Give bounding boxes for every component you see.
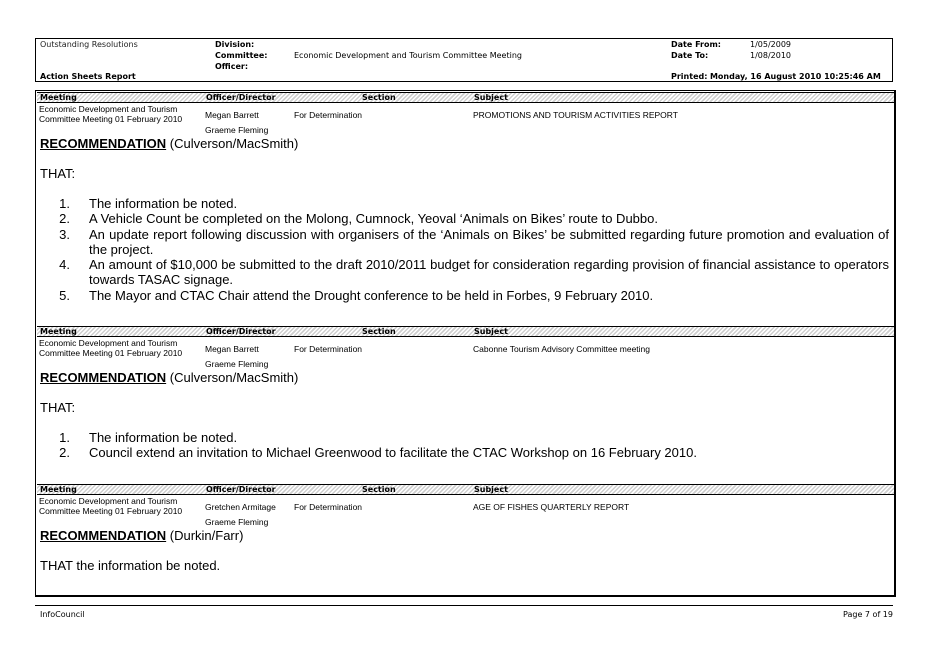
col-meeting: Meeting xyxy=(40,485,77,494)
list-item xyxy=(40,211,890,226)
col-section: Section xyxy=(362,485,396,494)
section-value: For Determination xyxy=(294,344,363,354)
col-subject: Subject xyxy=(474,485,508,494)
item-number: 4. xyxy=(59,257,70,272)
list-item xyxy=(40,430,890,445)
col-meeting: Meeting xyxy=(40,327,77,336)
column-header-row xyxy=(37,92,894,103)
action-sheets-label: Action Sheets Report xyxy=(40,72,136,81)
meeting-name: Economic Development and Tourism xyxy=(39,104,178,114)
date-to-label: Date To: xyxy=(671,51,709,60)
meeting-name: Economic Development and Tourism xyxy=(39,338,178,348)
recommendation-heading xyxy=(40,136,298,151)
item-text: The information be noted. xyxy=(89,430,238,445)
recommendation-movers: (Culverson/MacSmith) xyxy=(166,136,299,151)
item-text: An update report following discussion with organisers of the ‘Animals on Bikes’ be submitted regarding future promotion and evaluation of the project. xyxy=(89,227,889,257)
item-text: A Vehicle Count be completed on the Molong, Cumnock, Yeoval ‘Animals on Bikes’ route to Dubbo. xyxy=(89,211,658,226)
recommendation-heading xyxy=(40,370,298,385)
item-number: 2. xyxy=(59,445,70,460)
item-text: The Mayor and CTAC Chair attend the Drought conference to be held in Forbes, 9 February 2010. xyxy=(89,288,654,303)
subject-value: PROMOTIONS AND TOURISM ACTIVITIES REPORT xyxy=(473,110,678,120)
col-meeting: Meeting xyxy=(40,93,77,102)
date-from-value: 1/05/2009 xyxy=(750,40,792,49)
list-item xyxy=(40,227,890,257)
list-item xyxy=(40,196,890,211)
director-name: Graeme Fleming xyxy=(205,125,269,135)
that-label: THAT the information be noted. xyxy=(40,558,221,573)
director-name: Graeme Fleming xyxy=(205,359,269,369)
report-name: Outstanding Resolutions xyxy=(40,40,138,49)
footer-divider xyxy=(35,605,893,606)
col-subject: Subject xyxy=(474,327,508,336)
recommendation-movers: (Durkin/Farr) xyxy=(166,528,244,543)
resolutions-table xyxy=(35,90,896,597)
committee-value: Economic Development and Tourism Committee Meeting xyxy=(294,51,522,60)
officer-name: Megan Barrett xyxy=(205,344,259,354)
column-header-row xyxy=(37,326,894,337)
list-item xyxy=(40,257,890,287)
recommendation-label: RECOMMENDATION xyxy=(40,370,167,385)
printed-stamp xyxy=(671,72,881,82)
page-number: Page 7 of 19 xyxy=(843,610,893,619)
section-value: For Determination xyxy=(294,502,363,512)
column-header-row xyxy=(37,484,894,495)
item-number: 3. xyxy=(59,227,70,242)
item-text: The information be noted. xyxy=(89,196,238,211)
col-section: Section xyxy=(362,93,396,102)
meeting-name: Economic Development and Tourism xyxy=(39,496,178,506)
recommendation-movers: (Culverson/MacSmith) xyxy=(166,370,299,385)
recommendation-heading xyxy=(40,528,243,543)
list-item xyxy=(40,288,890,303)
recommendation-label: RECOMMENDATION xyxy=(40,528,167,543)
officer-name: Megan Barrett xyxy=(205,110,259,120)
date-to-value: 1/08/2010 xyxy=(750,51,792,60)
division-label: Division: xyxy=(215,40,255,49)
col-officer: Officer/Director xyxy=(206,327,276,336)
subject-value: Cabonne Tourism Advisory Committee meeting xyxy=(473,344,651,354)
item-number: 2. xyxy=(59,211,70,226)
item-text: Council extend an invitation to Michael Greenwood to facilitate the CTAC Workshop on 16 February 2010. xyxy=(89,445,697,460)
date-from-label: Date From: xyxy=(671,40,722,49)
col-officer: Officer/Director xyxy=(206,93,276,102)
meeting-date: Committee Meeting 01 February 2010 xyxy=(39,348,183,358)
committee-label: Committee: xyxy=(215,51,268,60)
printed-label: Printed: xyxy=(671,72,708,81)
officer-name: Gretchen Armitage xyxy=(205,502,276,512)
list-item xyxy=(40,445,890,460)
section-value: For Determination xyxy=(294,110,363,120)
item-number: 1. xyxy=(59,196,70,211)
meeting-date: Committee Meeting 01 February 2010 xyxy=(39,506,183,516)
meeting-date: Committee Meeting 01 February 2010 xyxy=(39,114,183,124)
item-text: An amount of $10,000 be submitted to the draft 2010/2011 budget for consideration regarding provision of financial assistance to operators towards TASAC signage. xyxy=(89,257,889,287)
printed-value: Monday, 16 August 2010 10:25:46 AM xyxy=(709,72,881,81)
officer-label: Officer: xyxy=(215,62,249,71)
col-officer: Officer/Director xyxy=(206,485,276,494)
director-name: Graeme Fleming xyxy=(205,517,269,527)
col-section: Section xyxy=(362,327,396,336)
subject-value: AGE OF FISHES QUARTERLY REPORT xyxy=(473,502,630,512)
recommendation-label: RECOMMENDATION xyxy=(40,136,167,151)
item-number: 1. xyxy=(59,430,70,445)
footer-left: InfoCouncil xyxy=(40,610,85,619)
item-number: 5. xyxy=(59,288,70,303)
that-label: THAT: xyxy=(40,400,76,415)
col-subject: Subject xyxy=(474,93,508,102)
that-label: THAT: xyxy=(40,166,76,181)
